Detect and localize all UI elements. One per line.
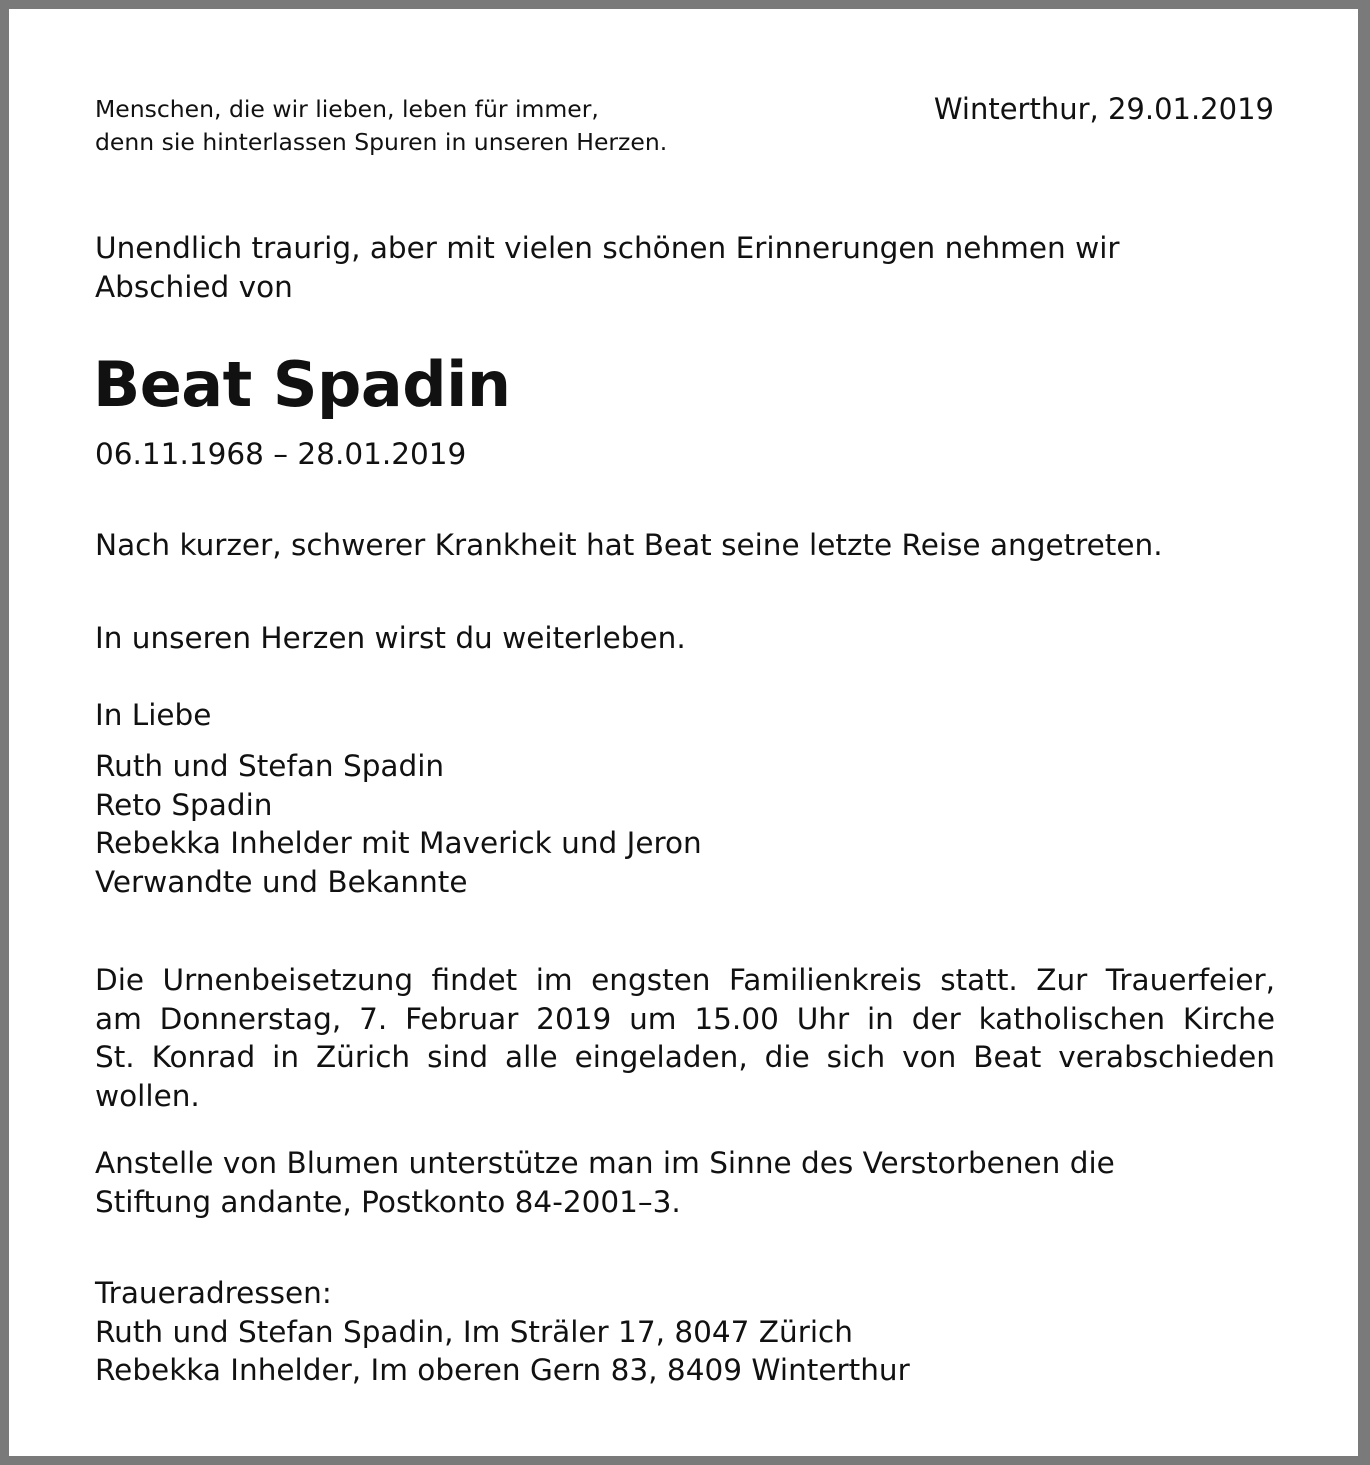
donation-line: Anstelle von Blumen unterstütze man im Sinne des Verstorbenen die (95, 1146, 1115, 1180)
motto-line: Menschen, die wir lieben, leben für immer, (95, 95, 599, 123)
obituary-page (9, 9, 1358, 1456)
donation-info (95, 1144, 1115, 1221)
intro-line: Abschied von (95, 269, 293, 304)
mourners-list (95, 747, 702, 901)
addresses-heading: Traueradressen: (95, 1276, 332, 1310)
place-date: Winterthur, 29.01.2019 (933, 92, 1274, 126)
motto-quote (95, 93, 667, 159)
mourning-addresses (95, 1274, 910, 1390)
mourner-item: Ruth und Stefan Spadin (95, 749, 445, 783)
donation-line: Stiftung andante, Postkonto 84-2001–3. (95, 1184, 681, 1219)
mourner-item: Reto Spadin (95, 787, 273, 822)
mourner-item: Verwandte und Bekannte (95, 864, 468, 899)
life-dates: 06.11.1968 – 28.01.2019 (95, 437, 467, 471)
intro-line: Unendlich traurig, aber mit vielen schönen Erinnerungen nehmen wir (95, 231, 1120, 265)
motto-line: denn sie hinterlassen Spuren in unseren Herzen. (95, 128, 668, 156)
intro-text (95, 229, 1120, 306)
ceremony-line: St. Konrad in Zürich sind alle eingeladen, die sich von Beat verabschieden (95, 1040, 1275, 1074)
ceremony-line: am Donnerstag, 7. Februar 2019 um 15.00 Uhr in der katholischen Kirche (95, 1001, 1275, 1036)
ceremony-info (95, 961, 1275, 1115)
deceased-name: Beat Spadin (93, 348, 511, 421)
address-item: Ruth und Stefan Spadin, Im Sträler 17, 8047 Zürich (95, 1314, 853, 1349)
closing-in-liebe: In Liebe (95, 698, 212, 732)
mourner-item: Rebekka Inhelder mit Maverick und Jeron (95, 826, 702, 860)
message-hearts: In unseren Herzen wirst du weiterleben. (95, 621, 686, 655)
address-item: Rebekka Inhelder, Im oberen Gern 83, 8409 Winterthur (95, 1353, 910, 1387)
ceremony-line: Die Urnenbeisetzung findet im engsten Familienkreis statt. Zur Trauerfeier, (95, 963, 1275, 997)
message-illness: Nach kurzer, schwerer Krankheit hat Beat seine letzte Reise angetreten. (95, 528, 1163, 562)
ceremony-line: wollen. (95, 1078, 200, 1113)
